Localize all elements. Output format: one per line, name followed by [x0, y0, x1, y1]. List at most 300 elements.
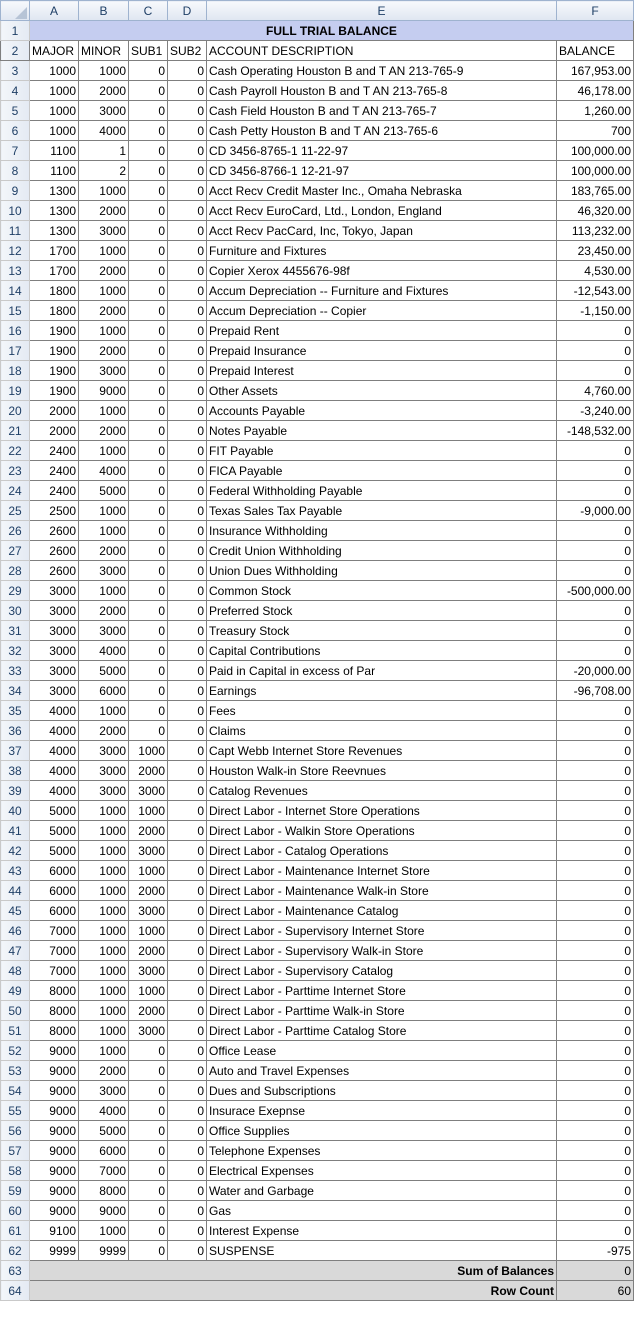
major-cell[interactable]: 3000: [30, 601, 79, 621]
row-header[interactable]: 51: [1, 1021, 30, 1041]
sub1-cell[interactable]: 0: [129, 201, 168, 221]
description-cell[interactable]: Federal Withholding Payable: [207, 481, 557, 501]
major-cell[interactable]: 4000: [30, 761, 79, 781]
row-header[interactable]: 32: [1, 641, 30, 661]
row-header[interactable]: 13: [1, 261, 30, 281]
major-cell[interactable]: 6000: [30, 881, 79, 901]
header-sub1[interactable]: SUB1: [129, 41, 168, 61]
header-major[interactable]: MAJOR: [30, 41, 79, 61]
minor-cell[interactable]: 2000: [79, 421, 129, 441]
sub1-cell[interactable]: 0: [129, 561, 168, 581]
row-header[interactable]: 59: [1, 1181, 30, 1201]
sub2-cell[interactable]: 0: [168, 421, 207, 441]
balance-cell[interactable]: -9,000.00: [557, 501, 634, 521]
major-cell[interactable]: 9000: [30, 1161, 79, 1181]
major-cell[interactable]: 2400: [30, 441, 79, 461]
description-cell[interactable]: Office Supplies: [207, 1121, 557, 1141]
balance-cell[interactable]: 0: [557, 961, 634, 981]
major-cell[interactable]: 9000: [30, 1101, 79, 1121]
minor-cell[interactable]: 1000: [79, 401, 129, 421]
sub1-cell[interactable]: 2000: [129, 761, 168, 781]
select-all-corner[interactable]: [1, 1, 30, 21]
minor-cell[interactable]: 2000: [79, 81, 129, 101]
sub1-cell[interactable]: 0: [129, 621, 168, 641]
header-account-description[interactable]: ACCOUNT DESCRIPTION: [207, 41, 557, 61]
sub2-cell[interactable]: 0: [168, 741, 207, 761]
major-cell[interactable]: 1000: [30, 81, 79, 101]
description-cell[interactable]: Gas: [207, 1201, 557, 1221]
balance-cell[interactable]: 0: [557, 601, 634, 621]
row-header[interactable]: 28: [1, 561, 30, 581]
row-header[interactable]: 19: [1, 381, 30, 401]
major-cell[interactable]: 1800: [30, 301, 79, 321]
minor-cell[interactable]: 2000: [79, 301, 129, 321]
major-cell[interactable]: 7000: [30, 921, 79, 941]
minor-cell[interactable]: 1000: [79, 521, 129, 541]
row-header[interactable]: 31: [1, 621, 30, 641]
description-cell[interactable]: Earnings: [207, 681, 557, 701]
minor-cell[interactable]: 1000: [79, 921, 129, 941]
major-cell[interactable]: 8000: [30, 981, 79, 1001]
major-cell[interactable]: 3000: [30, 621, 79, 641]
minor-cell[interactable]: 2000: [79, 541, 129, 561]
minor-cell[interactable]: 1000: [79, 941, 129, 961]
balance-cell[interactable]: 0: [557, 821, 634, 841]
balance-cell[interactable]: 0: [557, 741, 634, 761]
sub2-cell[interactable]: 0: [168, 621, 207, 641]
description-cell[interactable]: Direct Labor - Parttime Walk-in Store: [207, 1001, 557, 1021]
balance-cell[interactable]: 167,953.00: [557, 61, 634, 81]
sub1-cell[interactable]: 0: [129, 381, 168, 401]
major-cell[interactable]: 1700: [30, 261, 79, 281]
major-cell[interactable]: 5000: [30, 801, 79, 821]
description-cell[interactable]: Direct Labor - Internet Store Operations: [207, 801, 557, 821]
sub1-cell[interactable]: 2000: [129, 881, 168, 901]
row-header[interactable]: 15: [1, 301, 30, 321]
major-cell[interactable]: 6000: [30, 861, 79, 881]
row-header[interactable]: 16: [1, 321, 30, 341]
major-cell[interactable]: 9000: [30, 1041, 79, 1061]
major-cell[interactable]: 9000: [30, 1061, 79, 1081]
minor-cell[interactable]: 1000: [79, 841, 129, 861]
description-cell[interactable]: Direct Labor - Parttime Internet Store: [207, 981, 557, 1001]
row-header[interactable]: 49: [1, 981, 30, 1001]
description-cell[interactable]: Common Stock: [207, 581, 557, 601]
description-cell[interactable]: Credit Union Withholding: [207, 541, 557, 561]
column-header-a[interactable]: A: [30, 1, 79, 21]
sub2-cell[interactable]: 0: [168, 301, 207, 321]
sub1-cell[interactable]: 0: [129, 521, 168, 541]
balance-cell[interactable]: 0: [557, 981, 634, 1001]
sub2-cell[interactable]: 0: [168, 901, 207, 921]
row-header[interactable]: 43: [1, 861, 30, 881]
minor-cell[interactable]: 2000: [79, 341, 129, 361]
minor-cell[interactable]: 4000: [79, 461, 129, 481]
row-header[interactable]: 62: [1, 1241, 30, 1261]
sub1-cell[interactable]: 0: [129, 421, 168, 441]
sub2-cell[interactable]: 0: [168, 781, 207, 801]
row-header[interactable]: 37: [1, 741, 30, 761]
sub1-cell[interactable]: 0: [129, 361, 168, 381]
description-cell[interactable]: Prepaid Insurance: [207, 341, 557, 361]
balance-cell[interactable]: 0: [557, 1201, 634, 1221]
sub2-cell[interactable]: 0: [168, 161, 207, 181]
sheet-title[interactable]: FULL TRIAL BALANCE: [30, 21, 634, 41]
balance-cell[interactable]: -20,000.00: [557, 661, 634, 681]
major-cell[interactable]: 8000: [30, 1021, 79, 1041]
sub1-cell[interactable]: 0: [129, 1061, 168, 1081]
description-cell[interactable]: Telephone Expenses: [207, 1141, 557, 1161]
balance-cell[interactable]: 0: [557, 881, 634, 901]
sub2-cell[interactable]: 0: [168, 561, 207, 581]
major-cell[interactable]: 1800: [30, 281, 79, 301]
description-cell[interactable]: Cash Operating Houston B and T AN 213-765-9: [207, 61, 557, 81]
sub2-cell[interactable]: 0: [168, 1241, 207, 1261]
sub1-cell[interactable]: 0: [129, 701, 168, 721]
row-header[interactable]: 17: [1, 341, 30, 361]
minor-cell[interactable]: 2: [79, 161, 129, 181]
row-header[interactable]: 23: [1, 461, 30, 481]
major-cell[interactable]: 2400: [30, 461, 79, 481]
balance-cell[interactable]: 0: [557, 1021, 634, 1041]
major-cell[interactable]: 3000: [30, 581, 79, 601]
sub2-cell[interactable]: 0: [168, 461, 207, 481]
sub1-cell[interactable]: 0: [129, 1241, 168, 1261]
row-header[interactable]: 34: [1, 681, 30, 701]
sub1-cell[interactable]: 0: [129, 241, 168, 261]
major-cell[interactable]: 1900: [30, 381, 79, 401]
major-cell[interactable]: 4000: [30, 701, 79, 721]
sub1-cell[interactable]: 0: [129, 101, 168, 121]
balance-cell[interactable]: 0: [557, 321, 634, 341]
balance-cell[interactable]: 1,260.00: [557, 101, 634, 121]
major-cell[interactable]: 2600: [30, 561, 79, 581]
major-cell[interactable]: 1900: [30, 361, 79, 381]
minor-cell[interactable]: 2000: [79, 601, 129, 621]
summary-value[interactable]: 60: [557, 1281, 634, 1301]
row-header[interactable]: 56: [1, 1121, 30, 1141]
row-header[interactable]: 12: [1, 241, 30, 261]
sub1-cell[interactable]: 0: [129, 601, 168, 621]
row-header[interactable]: 45: [1, 901, 30, 921]
minor-cell[interactable]: 1000: [79, 961, 129, 981]
minor-cell[interactable]: 6000: [79, 1141, 129, 1161]
sub2-cell[interactable]: 0: [168, 841, 207, 861]
row-header[interactable]: 53: [1, 1061, 30, 1081]
sub1-cell[interactable]: 3000: [129, 901, 168, 921]
major-cell[interactable]: 4000: [30, 721, 79, 741]
balance-cell[interactable]: 100,000.00: [557, 141, 634, 161]
description-cell[interactable]: Claims: [207, 721, 557, 741]
row-header[interactable]: 63: [1, 1261, 30, 1281]
sub2-cell[interactable]: 0: [168, 861, 207, 881]
sub1-cell[interactable]: 0: [129, 1121, 168, 1141]
sub1-cell[interactable]: 0: [129, 1201, 168, 1221]
sub2-cell[interactable]: 0: [168, 101, 207, 121]
major-cell[interactable]: 5000: [30, 821, 79, 841]
description-cell[interactable]: Prepaid Interest: [207, 361, 557, 381]
description-cell[interactable]: Accum Depreciation -- Furniture and Fixtures: [207, 281, 557, 301]
balance-cell[interactable]: 0: [557, 481, 634, 501]
balance-cell[interactable]: 0: [557, 521, 634, 541]
sub1-cell[interactable]: 3000: [129, 781, 168, 801]
sub2-cell[interactable]: 0: [168, 481, 207, 501]
minor-cell[interactable]: 3000: [79, 221, 129, 241]
balance-cell[interactable]: 183,765.00: [557, 181, 634, 201]
minor-cell[interactable]: 1000: [79, 241, 129, 261]
sub2-cell[interactable]: 0: [168, 921, 207, 941]
sub2-cell[interactable]: 0: [168, 981, 207, 1001]
balance-cell[interactable]: 0: [557, 641, 634, 661]
major-cell[interactable]: 9000: [30, 1141, 79, 1161]
row-header[interactable]: 7: [1, 141, 30, 161]
balance-cell[interactable]: -96,708.00: [557, 681, 634, 701]
description-cell[interactable]: Preferred Stock: [207, 601, 557, 621]
row-header[interactable]: 50: [1, 1001, 30, 1021]
minor-cell[interactable]: 1000: [79, 321, 129, 341]
row-header[interactable]: 35: [1, 701, 30, 721]
major-cell[interactable]: 3000: [30, 681, 79, 701]
balance-cell[interactable]: -975: [557, 1241, 634, 1261]
minor-cell[interactable]: 1000: [79, 281, 129, 301]
major-cell[interactable]: 9000: [30, 1181, 79, 1201]
major-cell[interactable]: 2500: [30, 501, 79, 521]
sub2-cell[interactable]: 0: [168, 701, 207, 721]
sub1-cell[interactable]: 0: [129, 81, 168, 101]
row-header[interactable]: 27: [1, 541, 30, 561]
sub1-cell[interactable]: 1000: [129, 981, 168, 1001]
description-cell[interactable]: Cash Field Houston B and T AN 213-765-7: [207, 101, 557, 121]
balance-cell[interactable]: 0: [557, 721, 634, 741]
row-header[interactable]: 47: [1, 941, 30, 961]
sub1-cell[interactable]: 0: [129, 541, 168, 561]
major-cell[interactable]: 1000: [30, 101, 79, 121]
sub2-cell[interactable]: 0: [168, 221, 207, 241]
summary-value[interactable]: 0: [557, 1261, 634, 1281]
major-cell[interactable]: 2000: [30, 421, 79, 441]
sub2-cell[interactable]: 0: [168, 381, 207, 401]
description-cell[interactable]: FICA Payable: [207, 461, 557, 481]
balance-cell[interactable]: 0: [557, 861, 634, 881]
row-header[interactable]: 57: [1, 1141, 30, 1161]
row-header[interactable]: 22: [1, 441, 30, 461]
description-cell[interactable]: Capital Contributions: [207, 641, 557, 661]
major-cell[interactable]: 9000: [30, 1201, 79, 1221]
summary-label[interactable]: Sum of Balances: [30, 1261, 557, 1281]
balance-cell[interactable]: 0: [557, 901, 634, 921]
major-cell[interactable]: 1300: [30, 221, 79, 241]
description-cell[interactable]: Other Assets: [207, 381, 557, 401]
major-cell[interactable]: 5000: [30, 841, 79, 861]
major-cell[interactable]: 1000: [30, 61, 79, 81]
minor-cell[interactable]: 1000: [79, 441, 129, 461]
column-header-e[interactable]: E: [207, 1, 557, 21]
sub2-cell[interactable]: 0: [168, 881, 207, 901]
column-header-b[interactable]: B: [79, 1, 129, 21]
minor-cell[interactable]: 3000: [79, 101, 129, 121]
balance-cell[interactable]: 0: [557, 1001, 634, 1021]
header-minor[interactable]: MINOR: [79, 41, 129, 61]
balance-cell[interactable]: -1,150.00: [557, 301, 634, 321]
sub1-cell[interactable]: 0: [129, 641, 168, 661]
major-cell[interactable]: 9100: [30, 1221, 79, 1241]
sub2-cell[interactable]: 0: [168, 441, 207, 461]
balance-cell[interactable]: 0: [557, 841, 634, 861]
minor-cell[interactable]: 9000: [79, 381, 129, 401]
balance-cell[interactable]: 100,000.00: [557, 161, 634, 181]
description-cell[interactable]: Houston Walk-in Store Reevnues: [207, 761, 557, 781]
sub2-cell[interactable]: 0: [168, 1201, 207, 1221]
row-header[interactable]: 26: [1, 521, 30, 541]
balance-cell[interactable]: 0: [557, 1061, 634, 1081]
major-cell[interactable]: 1000: [30, 121, 79, 141]
sub2-cell[interactable]: 0: [168, 681, 207, 701]
balance-cell[interactable]: 0: [557, 941, 634, 961]
row-header[interactable]: 2: [1, 41, 30, 61]
sub2-cell[interactable]: 0: [168, 721, 207, 741]
balance-cell[interactable]: 0: [557, 361, 634, 381]
minor-cell[interactable]: 5000: [79, 1121, 129, 1141]
sub1-cell[interactable]: 0: [129, 1181, 168, 1201]
major-cell[interactable]: 1900: [30, 341, 79, 361]
sub1-cell[interactable]: 0: [129, 221, 168, 241]
minor-cell[interactable]: 9000: [79, 1201, 129, 1221]
minor-cell[interactable]: 2000: [79, 1061, 129, 1081]
description-cell[interactable]: FIT Payable: [207, 441, 557, 461]
row-header[interactable]: 24: [1, 481, 30, 501]
row-header[interactable]: 1: [1, 21, 30, 41]
row-header[interactable]: 29: [1, 581, 30, 601]
major-cell[interactable]: 2000: [30, 401, 79, 421]
balance-cell[interactable]: 0: [557, 541, 634, 561]
description-cell[interactable]: Insurance Withholding: [207, 521, 557, 541]
minor-cell[interactable]: 1000: [79, 1001, 129, 1021]
sub1-cell[interactable]: 0: [129, 141, 168, 161]
minor-cell[interactable]: 3000: [79, 781, 129, 801]
sub2-cell[interactable]: 0: [168, 181, 207, 201]
description-cell[interactable]: Cash Petty Houston B and T AN 213-765-6: [207, 121, 557, 141]
minor-cell[interactable]: 1000: [79, 701, 129, 721]
sub1-cell[interactable]: 0: [129, 301, 168, 321]
sub1-cell[interactable]: 0: [129, 1101, 168, 1121]
sub1-cell[interactable]: 3000: [129, 961, 168, 981]
header-balance[interactable]: BALANCE: [557, 41, 634, 61]
balance-cell[interactable]: 4,760.00: [557, 381, 634, 401]
sub2-cell[interactable]: 0: [168, 521, 207, 541]
description-cell[interactable]: Insurace Exepnse: [207, 1101, 557, 1121]
sub2-cell[interactable]: 0: [168, 241, 207, 261]
minor-cell[interactable]: 4000: [79, 121, 129, 141]
sub1-cell[interactable]: 3000: [129, 841, 168, 861]
sub1-cell[interactable]: 0: [129, 121, 168, 141]
sub1-cell[interactable]: 0: [129, 481, 168, 501]
sub2-cell[interactable]: 0: [168, 81, 207, 101]
balance-cell[interactable]: -3,240.00: [557, 401, 634, 421]
sub1-cell[interactable]: 0: [129, 501, 168, 521]
major-cell[interactable]: 1100: [30, 161, 79, 181]
minor-cell[interactable]: 1000: [79, 881, 129, 901]
description-cell[interactable]: Cash Payroll Houston B and T AN 213-765-8: [207, 81, 557, 101]
minor-cell[interactable]: 1000: [79, 801, 129, 821]
major-cell[interactable]: 2400: [30, 481, 79, 501]
sub2-cell[interactable]: 0: [168, 821, 207, 841]
sub2-cell[interactable]: 0: [168, 1141, 207, 1161]
minor-cell[interactable]: 1000: [79, 901, 129, 921]
sub1-cell[interactable]: 0: [129, 1081, 168, 1101]
sub2-cell[interactable]: 0: [168, 401, 207, 421]
major-cell[interactable]: 3000: [30, 661, 79, 681]
row-header[interactable]: 40: [1, 801, 30, 821]
row-header[interactable]: 4: [1, 81, 30, 101]
description-cell[interactable]: Acct Recv PacCard, Inc, Tokyo, Japan: [207, 221, 557, 241]
row-header[interactable]: 41: [1, 821, 30, 841]
row-header[interactable]: 11: [1, 221, 30, 241]
balance-cell[interactable]: 0: [557, 1041, 634, 1061]
description-cell[interactable]: Paid in Capital in excess of Par: [207, 661, 557, 681]
major-cell[interactable]: 1300: [30, 181, 79, 201]
row-header[interactable]: 38: [1, 761, 30, 781]
sub2-cell[interactable]: 0: [168, 761, 207, 781]
minor-cell[interactable]: 2000: [79, 201, 129, 221]
header-sub2[interactable]: SUB2: [168, 41, 207, 61]
summary-label[interactable]: Row Count: [30, 1281, 557, 1301]
row-header[interactable]: 64: [1, 1281, 30, 1301]
sub2-cell[interactable]: 0: [168, 1221, 207, 1241]
balance-cell[interactable]: 0: [557, 441, 634, 461]
column-header-d[interactable]: D: [168, 1, 207, 21]
description-cell[interactable]: Copier Xerox 4455676-98f: [207, 261, 557, 281]
minor-cell[interactable]: 1000: [79, 501, 129, 521]
description-cell[interactable]: Union Dues Withholding: [207, 561, 557, 581]
description-cell[interactable]: Direct Labor - Maintenance Walk-in Store: [207, 881, 557, 901]
major-cell[interactable]: 4000: [30, 741, 79, 761]
description-cell[interactable]: Accounts Payable: [207, 401, 557, 421]
sub2-cell[interactable]: 0: [168, 201, 207, 221]
minor-cell[interactable]: 1000: [79, 1041, 129, 1061]
sub1-cell[interactable]: 0: [129, 1041, 168, 1061]
description-cell[interactable]: Prepaid Rent: [207, 321, 557, 341]
row-header[interactable]: 48: [1, 961, 30, 981]
major-cell[interactable]: 9000: [30, 1081, 79, 1101]
sub1-cell[interactable]: 0: [129, 1221, 168, 1241]
column-header-c[interactable]: C: [129, 1, 168, 21]
minor-cell[interactable]: 1: [79, 141, 129, 161]
description-cell[interactable]: CD 3456-8765-1 11-22-97: [207, 141, 557, 161]
sub1-cell[interactable]: 0: [129, 461, 168, 481]
minor-cell[interactable]: 1000: [79, 181, 129, 201]
balance-cell[interactable]: 0: [557, 1141, 634, 1161]
description-cell[interactable]: Direct Labor - Maintenance Internet Store: [207, 861, 557, 881]
sub1-cell[interactable]: 2000: [129, 821, 168, 841]
minor-cell[interactable]: 3000: [79, 561, 129, 581]
row-header[interactable]: 61: [1, 1221, 30, 1241]
sub2-cell[interactable]: 0: [168, 1041, 207, 1061]
row-header[interactable]: 5: [1, 101, 30, 121]
sub2-cell[interactable]: 0: [168, 541, 207, 561]
description-cell[interactable]: Treasury Stock: [207, 621, 557, 641]
column-header-f[interactable]: F: [557, 1, 634, 21]
balance-cell[interactable]: 0: [557, 561, 634, 581]
minor-cell[interactable]: 1000: [79, 861, 129, 881]
row-header[interactable]: 44: [1, 881, 30, 901]
sub2-cell[interactable]: 0: [168, 581, 207, 601]
description-cell[interactable]: SUSPENSE: [207, 1241, 557, 1261]
description-cell[interactable]: Electrical Expenses: [207, 1161, 557, 1181]
sub1-cell[interactable]: 0: [129, 341, 168, 361]
balance-cell[interactable]: 0: [557, 761, 634, 781]
sub2-cell[interactable]: 0: [168, 961, 207, 981]
row-header[interactable]: 60: [1, 1201, 30, 1221]
